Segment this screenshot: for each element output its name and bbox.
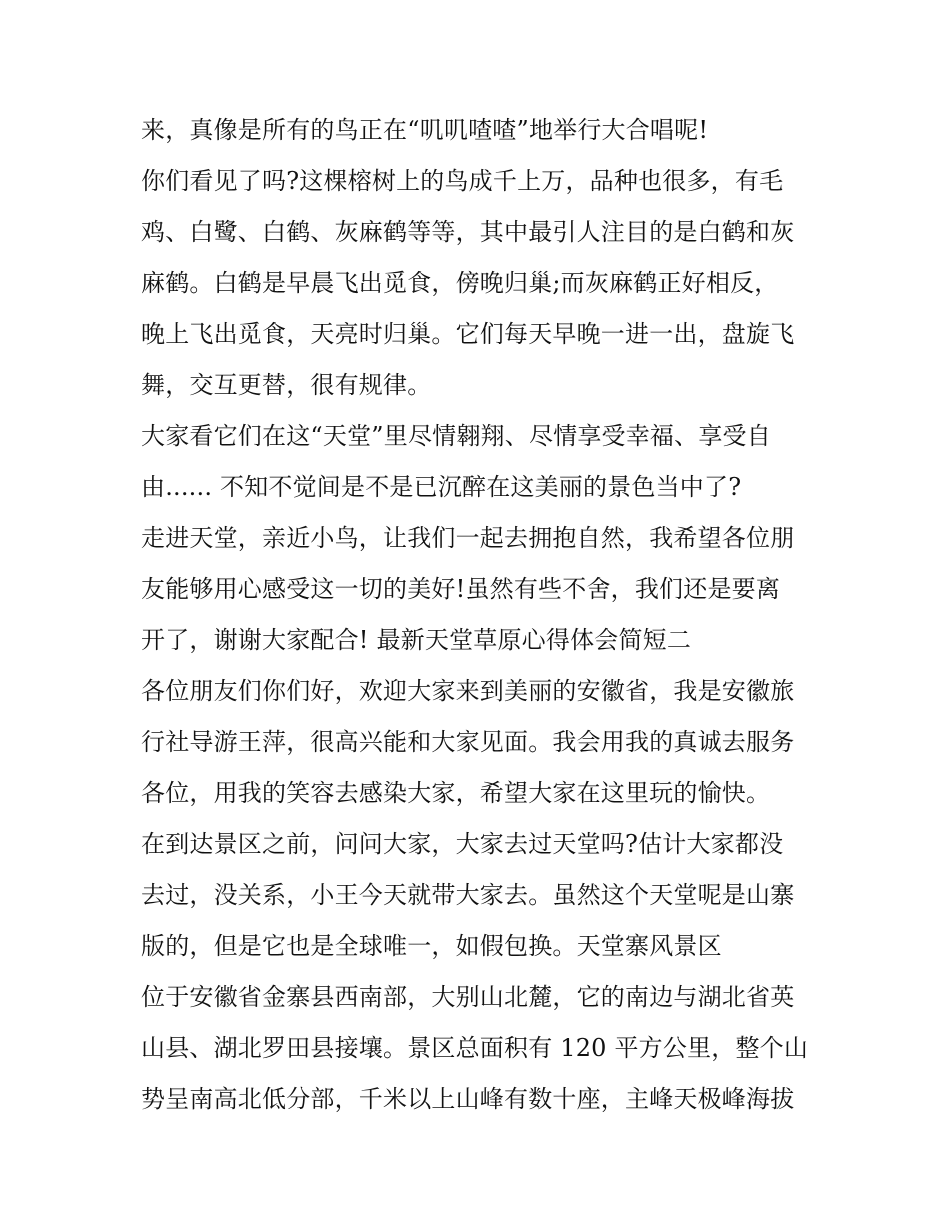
text-line: 各位，用我的笑容去感染大家，希望大家在这里玩的愉快。	[141, 779, 771, 807]
text-line: 来，真像是所有的鸟正在“叽叽喳喳”地举行大合唱呢!	[141, 116, 709, 144]
text-line: 舞，交互更替，很有规律。	[141, 371, 432, 399]
text-line: 在到达景区之前，问问大家，大家去过天堂吗?估计大家都没	[141, 830, 784, 858]
text-line: 开了，谢谢大家配合! 最新天堂草原心得体会简短二	[141, 626, 692, 654]
text-line: 版的，但是它也是全球唯一，如假包换。天堂寨风景区	[141, 932, 722, 960]
text-line: 势呈南高北低分部，千米以上山峰有数十座，主峰天极峰海拔	[141, 1085, 795, 1113]
text-line: 走进天堂，亲近小鸟，让我们一起去拥抱自然，我希望各位朋	[141, 524, 795, 552]
text-line: 山县、湖北罗田县接壤。景区总面积有 120 平方公里，整个山	[141, 1034, 809, 1062]
text-line: 去过，没关系，小王今天就带大家去。虽然这个天堂呢是山寨	[141, 881, 795, 909]
text-line: 行社导游王萍，很高兴能和大家见面。我会用我的真诚去服务	[141, 728, 795, 756]
text-line: 晚上飞出觅食，天亮时归巢。它们每天早晚一进一出，盘旋飞	[141, 320, 795, 348]
text-line: 你们看见了吗?这棵榕树上的鸟成千上万，品种也很多，有毛	[141, 167, 784, 195]
text-line: 友能够用心感受这一切的美好!虽然有些不舍，我们还是要离	[141, 575, 781, 603]
body-text	[141, 110, 821, 1130]
text-line: 麻鹤。白鹤是早晨飞出觅食，傍晚归巢;而灰麻鹤正好相反，	[141, 269, 779, 297]
text-line: 位于安徽省金寨县西南部，大别山北麓，它的南边与湖北省英	[141, 983, 795, 1011]
text-line: 鸡、白鹭、白鹤、灰麻鹤等等，其中最引人注目的是白鹤和灰	[141, 218, 795, 246]
text-line: 各位朋友们你们好，欢迎大家来到美丽的安徽省，我是安徽旅	[141, 677, 795, 705]
text-line: 由...... 不知不觉间是不是已沉醉在这美丽的景色当中了?	[141, 473, 742, 501]
text-line: 大家看它们在这“天堂”里尽情翱翔、尽情享受幸福、享受自	[141, 422, 771, 450]
